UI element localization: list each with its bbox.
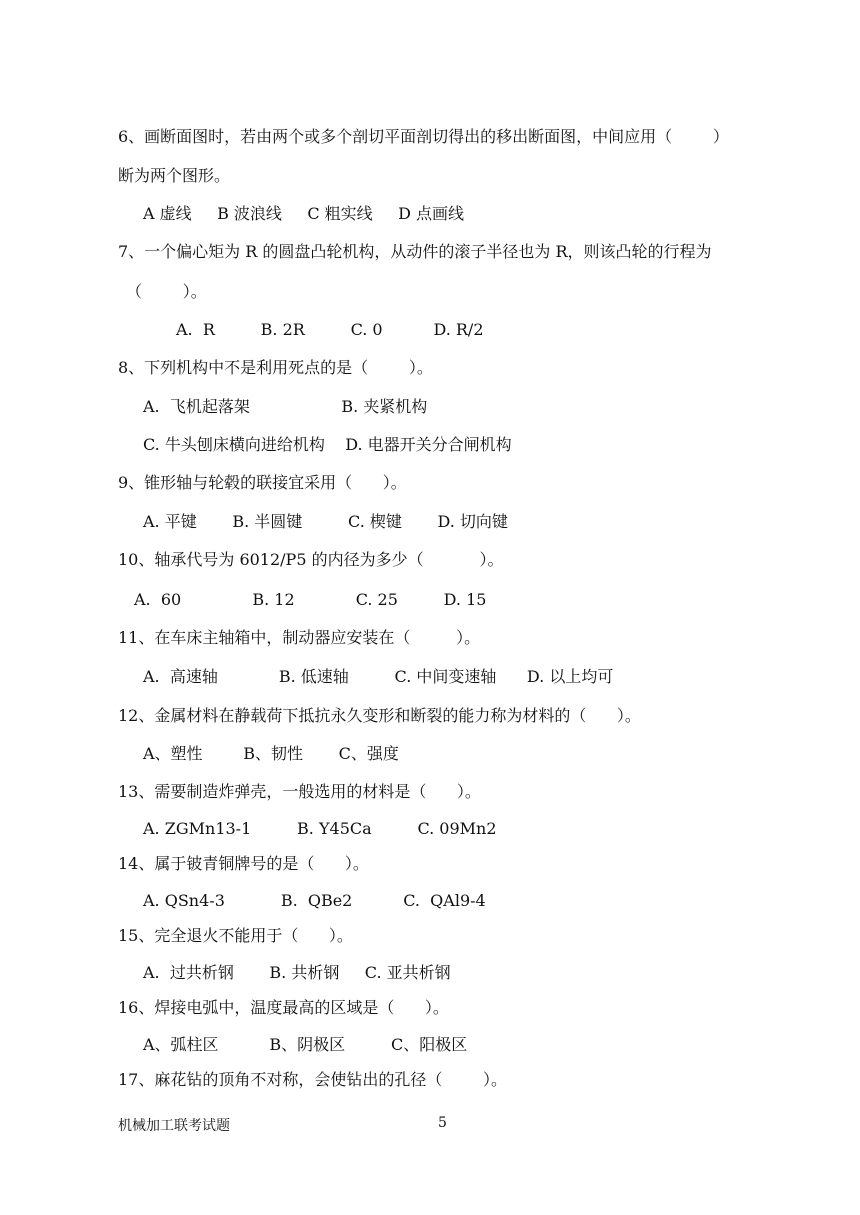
question-14-options: A. QSn4-3 B. QBe2 C. QAl9-4 — [143, 891, 486, 910]
footer-title: 机械加工联考试题 — [118, 1118, 230, 1134]
question-9-stem: 9、锥形轴与轮毂的联接宜采用（ ）。 — [118, 473, 407, 492]
question-7-stem-continued: （ ）。 — [126, 282, 207, 301]
page-number: 5 — [438, 1115, 447, 1131]
question-11-stem: 11、在车床主轴箱中，制动器应安装在（ ）。 — [118, 628, 481, 647]
question-12-options: A、塑性 B、韧性 C、强度 — [143, 744, 399, 763]
question-17-stem: 17、麻花钻的顶角不对称，会使钻出的孔径（ ）。 — [118, 1070, 508, 1089]
question-6-stem-continued: 断为两个图形。 — [118, 166, 231, 185]
question-11-options: A. 高速轴 B. 低速轴 C. 中间变速轴 D. 以上均可 — [143, 667, 614, 686]
question-6-stem: 6、画断面图时，若由两个或多个剖切平面剖切得出的移出断面图，中间应用（ ） — [118, 127, 729, 146]
question-10-options: A. 60 B. 12 C. 25 D. 15 — [134, 590, 487, 609]
question-13-stem: 13、需要制造炸弹壳，一般选用的材料是（ ）。 — [118, 782, 481, 801]
question-7-stem: 7、一个偏心矩为 R 的圆盘凸轮机构，从动件的滚子半径也为 R，则该凸轮的行程为 — [118, 242, 712, 261]
question-6-options: A 虚线 B 波浪线 C 粗实线 D 点画线 — [143, 204, 465, 223]
question-9-options: A. 平键 B. 半圆键 C. 楔键 D. 切向键 — [143, 512, 508, 531]
question-16-stem: 16、焊接电弧中，温度最高的区域是（ ）。 — [118, 998, 449, 1017]
question-8-options-row2: C. 牛头刨床横向进给机构 D. 电器开关分合闸机构 — [143, 435, 512, 454]
question-15-stem: 15、完全退火不能用于（ ）。 — [118, 926, 353, 945]
question-13-options: A. ZGMn13-1 B. Y45Ca C. 09Mn2 — [143, 819, 497, 838]
question-16-options: A、弧柱区 B、阴极区 C、阳极区 — [143, 1035, 468, 1054]
question-15-options: A. 过共析钢 B. 共析钢 C. 亚共析钢 — [143, 963, 451, 982]
question-8-options-row1: A. 飞机起落架 B. 夹紧机构 — [143, 397, 428, 416]
question-8-stem: 8、下列机构中不是利用死点的是（ ）。 — [118, 358, 433, 377]
question-7-options: A. R B. 2R C. 0 D. R/2 — [176, 320, 484, 339]
question-12-stem: 12、金属材料在静载荷下抵抗永久变形和断裂的能力称为材料的（ ）。 — [118, 706, 641, 725]
question-14-stem: 14、属于铍青铜牌号的是（ ）。 — [118, 854, 369, 873]
question-10-stem: 10、轴承代号为 6012/P5 的内径为多少（ ）。 — [118, 550, 504, 569]
